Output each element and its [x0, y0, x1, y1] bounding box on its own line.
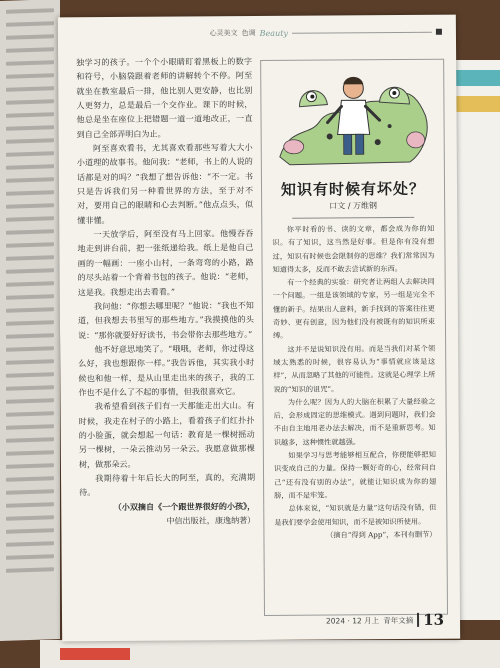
story-paragraph: 独学习的孩子。一个个小眼睛盯着黑板上的数字和符号，小脑袋跟着老师的讲解转个不停。阿至就坐在教室最后一排，他比别人更安静，也比别人更努力，总是最后一个交作业。课下的时候，他总是坐在座位上把错题一道一道地改正，一直到自己全部弄明白为止。	[76, 56, 253, 139]
article-paragraph: 为什么呢？因为人的大脑在积累了大量经验之后，会形成固定的思维模式。遇到问题时，我们会不由自主地用老办法去解决，而不是重新思考。知识越多，这种惯性就越强。	[273, 396, 436, 447]
header-block-icon	[436, 29, 442, 35]
article-source: （摘自“得到 App”，本刊有删节）	[326, 529, 437, 540]
story-paragraph: 我问他：“你想去哪里呢？”他说：“我也不知道，但我想去书里写的那些地方。”我摸摸他的头说：“那你就要好好读书，书会带你去那些地方。”	[77, 299, 254, 340]
header-rule	[292, 31, 432, 33]
article-illustration	[269, 66, 436, 171]
magazine-page	[58, 15, 460, 642]
author-divider	[292, 217, 414, 219]
story-source-line-2: 中信出版社，康逸纳著）	[166, 515, 256, 526]
article-paragraph: 如果学习与思考能够相互配合，你便能够把知识变成自己的力量。保持一颗好奇的心，经常问自己“还有没有别的办法”，就能让知识成为你的翅膀，而不是牢笼。	[273, 449, 437, 500]
article-box	[260, 59, 448, 616]
footer-magazine: 青年文摘	[383, 615, 414, 625]
article-paragraph: 总体来说，“知识就是力量”这句话没有错，但是我们要学会使用知识，而不是被知识所使用。	[274, 503, 437, 527]
page-header	[210, 25, 442, 41]
adjacent-left-page	[0, 0, 60, 641]
story-paragraph: 一天放学后，阿至没有马上回家。他慢吞吞地走到讲台前，把一张纸递给我。纸上是他自己画的一幅画：一座小山村，一条弯弯的小路，路的尽头站着一个背着书包的孩子。他说：“老师，这是我。我想走出去看看。”	[77, 228, 254, 297]
header-english: Beauty	[259, 28, 288, 38]
article-author: 口文 / 万维钢	[329, 201, 378, 211]
article-paragraph: 有一个经典的实验：研究者让两组人去解决同一个问题。一组是该领域的专家，另一组是完全不懂的新手。结果出人意料，新手找到的答案往往更奇妙、更有创意，因为他们没有被既有的知识所束缚。	[272, 276, 435, 341]
header-section: 心灵美文	[209, 29, 238, 38]
page-number: 13	[423, 610, 445, 629]
article-title: 知识有时候有坏处？	[280, 179, 426, 199]
footer-issue: 2024 · 12 月上	[325, 615, 380, 626]
left-column-story	[76, 54, 256, 621]
background-book-bottom	[40, 640, 500, 668]
page-footer	[326, 611, 444, 630]
article-paragraph: 你平时看的书、读的文章，都会成为你的知识。有了知识，这当然是好事。但是你有没有想过，知识有时候也会限制你的思维？我们常常因为知道得太多，反而不敢去尝试新的东西。	[272, 223, 435, 274]
story-paragraph: 我期待着十年后长大的阿至，真的，充满期待。	[79, 472, 256, 498]
story-paragraph: 我希望看到孩子们有一天都能走出大山。有时候，我走在村子的小路上，看着孩子们红扑扑的小脸蛋，就会想起一句话：教育是一棵树摇动另一棵树，一朵云推动另一朵云。我愿意做那棵树，做那朵云。	[78, 400, 255, 469]
story-paragraph: 阿至喜欢看书，尤其喜欢看那些写着大大小小道理的故事书。他问我：“老师，书上的人说的话都是对的吗？”我想了想告诉他：“不一定。书只是告诉我们另一种看世界的方法，至于对不对，要用自己的眼睛和心去判断。”他点点头，似懂非懂。	[76, 142, 254, 226]
footer-divider	[417, 613, 419, 627]
story-source-line-1: （小双摘自《一个跟世界很好的小孩》，	[113, 500, 256, 512]
story-paragraph: 他不好意思地笑了。“哦哦，老师，你过得这么好，我也想跟你一样。”我告诉他，其实我小时候也和他一样，是从山里走出来的孩子，我的工作也不是什么了不起的事情，但我很喜欢它。	[78, 342, 255, 398]
article-body	[272, 222, 437, 613]
header-category: 色调	[241, 29, 256, 38]
article-paragraph: 这并不是说知识没有用。而是当我们对某个领域太熟悉的时候，很容易认为“事情就应该是这样”，从而忽略了其他的可能性。这就是心理学上所说的“知识的诅咒”。	[273, 343, 436, 394]
